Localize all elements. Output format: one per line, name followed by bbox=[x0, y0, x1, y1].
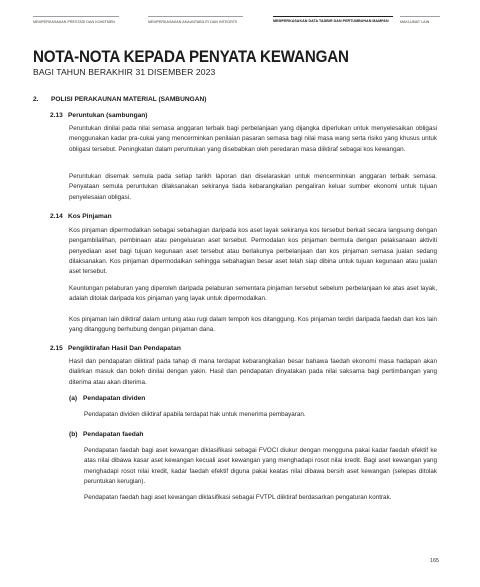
paragraph-item-b-1: Pendapatan faedah bagi aset kewangan diklasifikasi sebagai FVOCI diukur dengan mengguna pakai kadar faedah efektif ke atas nilai dibawa kasar aset kewangan kecuali aset kewangan yang menghadapi rosot nilai kredit. Bagi aset kewangan yang menghadapi rosot nilai kredit, kadar faedah efektif diguna pakai keatas nilai dibawa bersih aset kewangan (selepas ditolak peruntukan kerugian). bbox=[84, 447, 437, 485]
item-heading-a bbox=[69, 395, 145, 402]
item-title: Pendapatan dividen bbox=[83, 395, 146, 402]
paragraph-2-14-2: Keuntungan pelaburan yang diperoleh daripada pelaburan sementara pinjaman tersebut sebelum perbelanjaan ke atas aset layak, adalah ditolak daripada kos pinjaman yang layak untuk dipermodalkan. bbox=[69, 285, 437, 303]
item-title: Pendapatan faedah bbox=[83, 431, 144, 438]
paragraph-item-b-2: Pendapatan faedah bagi aset kewangan diklasifikasi sebagai FVTPL diiktiraf berdasarkan pengaturan kontrak. bbox=[84, 494, 392, 501]
paragraph-2-13-1: Peruntukan dinilai pada nilai semasa anggaran terbaik bagi perbelanjaan yang dijangka diperlukan untuk menyelesaikan obligasi menggunakan kadar pra-cukai yang mencerminkan penilaian pasaran semasa bagi nilai masa wang serta risiko yang khusus untuk obligasi tersebut. Peningkatan dalam peruntukan yang disebabkan oleh peredaran masa diiktiraf sebagai kos kewangan. bbox=[69, 125, 437, 153]
page-subtitle: BAGI TAHUN BERAKHIR 31 DISEMBER 2023 bbox=[33, 67, 216, 77]
item-label: (b) bbox=[69, 431, 78, 438]
top-navigation bbox=[0, 0, 480, 24]
subsection-heading-2-13 bbox=[50, 112, 148, 119]
paragraph-2-14-1: Kos pinjaman dipermodalkan sebagai sebahagian daripada kos aset layak sekiranya kos tersebut berkait secara langsung dengan pengambilalihan, pembinaan atau pengeluaran aset tersebut. Permodalan kos pinjaman bermula dengan pelaksanaan aktiviti penyediaan aset bagi tujuan kegunaan aset tersebut atau berlakunya perbelanjaan dan kos pinjaman semasa jualan sedang dilaksanakan. Kos pinjaman dipermodalkan sehingga sebahagian besar aset telah siap dibina untuk tujuan kegunaan atau jualan aset tersebut. bbox=[69, 227, 437, 276]
paragraph-2-15-1: Hasil dan pendapatan diiktiraf pada tahap di mana terdapat kebarangkalian besar bahawa faedah ekonomi masa hadapan akan dialirkan masuk dan boleh dinilai dengan yakin. Hasil dan pendapatan dinyatakan pada nilai saksama bagi pertimbangan yang diterima atau akan diterima. bbox=[69, 358, 437, 386]
section-title: POLISI PERAKAUNAN MATERIAL (SAMBUNGAN) bbox=[51, 96, 207, 103]
item-heading-b bbox=[69, 431, 143, 438]
subsection-title: Pengiktirafan Hasil Dan Pendapatan bbox=[68, 345, 181, 352]
paragraph-2-13-2: Peruntukan disemak semula pada setiap tarikh laporan dan diselaraskan untuk mencerminkan anggaran terbaik semasa. Penyataan semula peruntukan dilaksanakan sekiranya tiada kebarangkalian pengaliran keluar sumber ekonomi untuk tujuan penyelesaian obligasi. bbox=[69, 173, 437, 201]
subsection-heading-2-14 bbox=[50, 213, 112, 220]
subsection-number: 2.13 bbox=[50, 112, 63, 119]
section-heading bbox=[33, 96, 206, 103]
nav-item-prestasi[interactable]: MEMPERKASAKAN PRESTASI DAN KOMITMEN bbox=[33, 16, 119, 24]
page-number: 165 bbox=[430, 558, 439, 564]
section-number: 2. bbox=[33, 96, 39, 103]
paragraph-2-14-3: Kos pinjaman lain diiktiraf dalam untung atau rugi dalam tempoh kos ditanggung. Kos pinjaman terdiri daripada faedah dan kos lain yang ditanggung berhubung dengan pinjaman dana. bbox=[69, 316, 437, 334]
subsection-title: Kos Pinjaman bbox=[68, 213, 112, 220]
page-title: NOTA-NOTA KEPADA PENYATA KEWANGAN bbox=[33, 48, 349, 66]
subsection-number: 2.15 bbox=[50, 345, 63, 352]
nav-item-data-tadbir[interactable]: MEMPERKASAKAN DATA TADBIR DAN PERTUMBUHAN MAMPAN bbox=[273, 16, 393, 23]
subsection-number: 2.14 bbox=[50, 213, 63, 220]
nav-item-maklumat-lain[interactable]: MAKLUMAT LAIN bbox=[400, 16, 440, 24]
item-label: (a) bbox=[69, 395, 78, 402]
paragraph-item-a: Pendapatan dividen diiktiraf apabila terdapat hak untuk menerima pembayaran. bbox=[84, 411, 306, 418]
nav-item-akauntabiliti[interactable]: MEMPERKASAKAN AKAUNTABILITI DAN INTEGRITI bbox=[148, 16, 243, 24]
subsection-heading-2-15 bbox=[50, 345, 181, 352]
subsection-title: Peruntukan (sambungan) bbox=[68, 112, 148, 119]
